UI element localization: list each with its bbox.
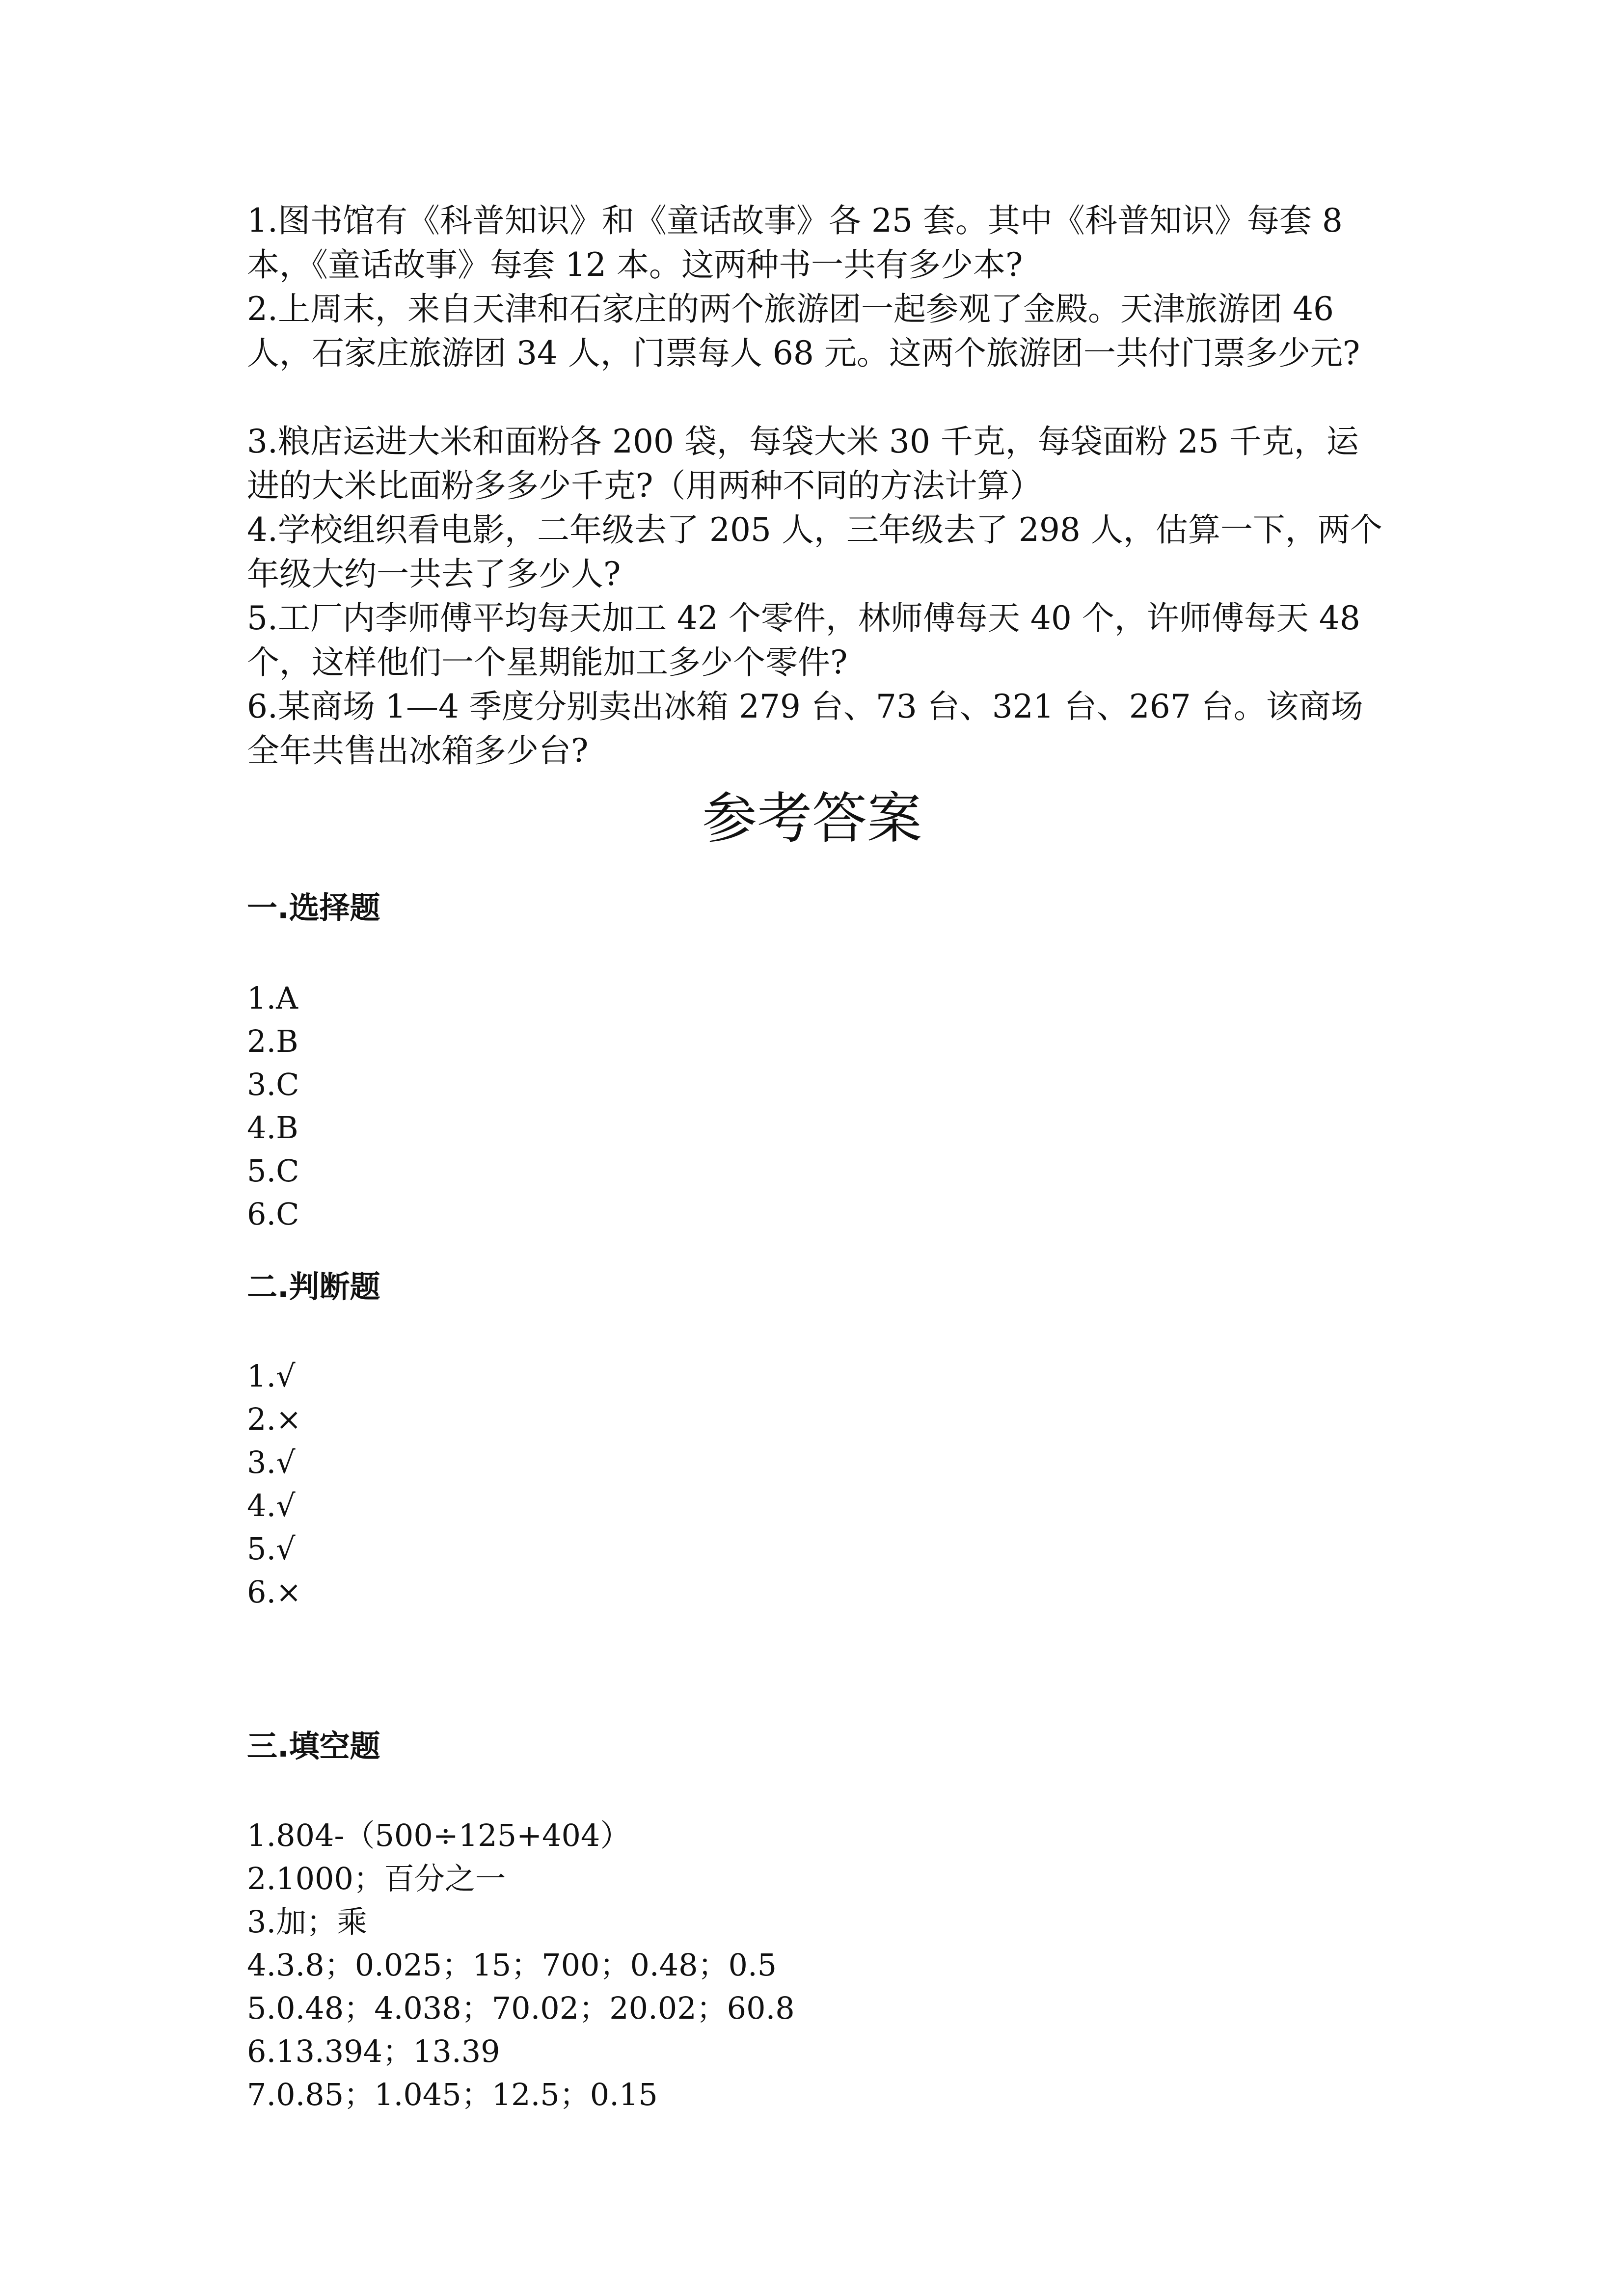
problem-6: 6.某商场 1—4 季度分别卖出冰箱 279 台、73 台、321 台、267 台。该商场全年共售出冰箱多少台? <box>247 688 1363 770</box>
answer-list-judgement <box>247 1355 301 1614</box>
answer-item: 4.3.8；0.025；15；700；0.48；0.5 <box>247 1947 777 1983</box>
answer-list-choice <box>247 977 299 1236</box>
answer-item: 4.√ <box>247 1488 296 1523</box>
answer-item: 6.13.394；13.39 <box>247 2033 500 2069</box>
answer-item: 1.A <box>247 980 298 1016</box>
answer-item: 3.C <box>247 1067 299 1102</box>
answer-list-fill-blank <box>247 1814 795 2116</box>
answer-item: 4.B <box>247 1110 298 1146</box>
answer-item: 6.C <box>247 1196 299 1232</box>
problem-1: 1.图书馆有《科普知识》和《童话故事》各 25 套。其中《科普知识》每套 8 本，《童话故事》每套 12 本。这两种书一共有多少本? <box>247 202 1343 284</box>
answer-item: 5.0.48；4.038；70.02；20.02；60.8 <box>247 1990 795 2026</box>
problem-3: 3.粮店运进大米和面粉各 200 袋，每袋大米 30 千克，每袋面粉 25 千克，运进的大米比面粉多多少千克?（用两种不同的方法计算） <box>247 423 1359 505</box>
problem-5: 5.工厂内李师傅平均每天加工 42 个零件，林师傅每天 40 个，许师傅每天 48 个，这样他们一个星期能加工多少个零件? <box>247 599 1360 681</box>
answer-item: 5.C <box>247 1153 299 1189</box>
section-heading-choice: 一.选择题 <box>247 890 380 926</box>
answer-item: 1.√ <box>247 1358 296 1394</box>
answer-item: 2.B <box>247 1023 298 1059</box>
answer-item: 7.0.85；1.045；12.5；0.15 <box>247 2077 658 2112</box>
answer-item: 3.加；乘 <box>247 1904 368 1940</box>
answer-item: 3.√ <box>247 1444 296 1480</box>
section-heading-fill-blank: 三.填空题 <box>247 1728 380 1764</box>
answer-item: 2.1000；百分之一 <box>247 1861 506 1896</box>
answer-item: 2.× <box>247 1401 302 1437</box>
answer-item: 5.√ <box>247 1531 296 1567</box>
answer-item: 1.804-（500÷125+404） <box>247 1817 631 1853</box>
word-problems <box>247 199 1386 773</box>
section-heading-judgement: 二.判断题 <box>247 1269 380 1305</box>
problem-2: 2.上周末，来自天津和石家庄的两个旅游团一起参观了金殿。天津旅游团 46 人，石家庄旅游团 34 人，门票每人 68 元。这两个旅游团一共付门票多少元? <box>247 290 1360 372</box>
answer-key-title: 参考答案 <box>702 787 922 851</box>
answer-item: 6.× <box>247 1574 302 1610</box>
problem-4: 4.学校组织看电影，二年级去了 205 人，三年级去了 298 人，估算一下，两个年级大约一共去了多少人? <box>247 511 1382 593</box>
